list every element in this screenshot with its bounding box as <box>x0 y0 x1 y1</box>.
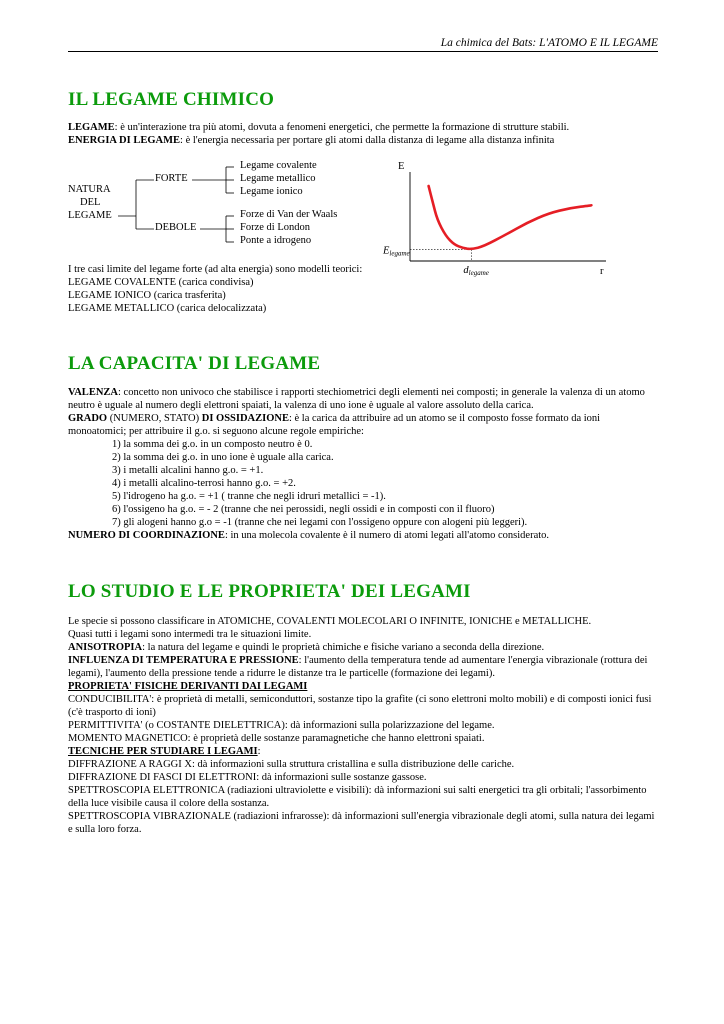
subheading-colon: : <box>257 746 261 757</box>
definition-text: : la natura del legame e quindi le proprietà chimiche e fisiche variano a seconda della direzione. <box>142 642 545 653</box>
page-header: La chimica del Bats: L'ATOMO E IL LEGAME <box>440 37 658 49</box>
subheading-text: TECNICHE PER STUDIARE I LEGAMI <box>68 746 258 757</box>
tree-node-debole: DEBOLE <box>155 222 197 233</box>
definition-legame <box>68 122 658 135</box>
definition-coordinazione <box>68 530 658 543</box>
property-item: PERMITTIVITA' (o COSTANTE DIELETTRICA): dà informazioni sulla polarizzazione del legame. <box>68 720 495 731</box>
rule-item: 2) la somma dei g.o. in uno ione è uguale alla carica. <box>112 452 334 463</box>
intro-line: Le specie si possono classificare in ATOMICHE, COVALENTI MOLECOLARI O INFINITE, IONICHE e METALLICHE. <box>68 616 592 627</box>
term: NUMERO DI COORDINAZIONE <box>68 530 225 541</box>
definition-text: : è la carica da attribuire ad un atomo se il composto fosse formato da ioni monoatomici; per attribuire il g.o. si seguono alcune regole empiriche: <box>68 413 601 437</box>
tree-leaf: Ponte a idrogeno <box>240 235 312 246</box>
definition-text: : è l'energia necessaria per portare gli atomi dalla distanza di legame alla distanza infinita <box>180 135 555 146</box>
subheading-proprieta <box>68 681 658 694</box>
rule-item: 6) l'ossigeno ha g.o. = - 2 (tranne che nei perossidi, negli ossidi e in composti con il fluoro) <box>112 504 495 515</box>
technique-item: DIFFRAZIONE DI FASCI DI ELETTRONI: dà informazioni sulle sostanze gassose. <box>68 772 427 783</box>
definition-text: : in una molecola covalente è il numero di atomi legati all'atomo considerato. <box>224 530 550 541</box>
rule-item: 3) i metalli alcalini hanno g.o. = +1. <box>112 465 264 476</box>
tree-connectors <box>68 158 378 254</box>
header-rule <box>68 51 658 52</box>
rule-item: 4) i metalli alcalino-terrosi hanno g.o. = +2. <box>112 478 296 489</box>
tree-leaf: Forze di London <box>240 222 310 233</box>
definition-text: : concetto non univoco che stabilisce i rapporti stechiometrici degli elementi nei composti; in generale la valenza di un atomo neutro è uguale al numero degli elettroni spaiati, la valenza di uno ione è uguale al valore assoluto della carica. <box>68 387 645 411</box>
tree-root-del: DEL <box>80 197 101 208</box>
limit-item: LEGAME COVALENTE (carica condivisa) <box>68 277 254 288</box>
tree-leaf: Legame ionico <box>240 186 303 197</box>
tree-leaf: Legame metallico <box>240 173 316 184</box>
technique-item: DIFFRAZIONE A RAGGI X: dà informazioni sulla struttura cristallina e sulla distribuzione delle cariche. <box>68 759 515 770</box>
section-heading-legame-chimico: IL LEGAME CHIMICO <box>68 89 275 110</box>
subheading-tecniche <box>68 746 658 759</box>
limit-item: LEGAME METALLICO (carica delocalizzata) <box>68 303 267 314</box>
y-axis-label: E <box>398 161 405 172</box>
term: DI OSSIDAZIONE <box>201 413 289 424</box>
term: GRADO <box>68 413 108 424</box>
limit-item: LEGAME IONICO (carica trasferita) <box>68 290 226 301</box>
limits-intro: I tre casi limite del legame forte (ad alta energia) sono modelli teorici: <box>68 264 363 275</box>
rule-item: 7) gli alogeni hanno g.o = -1 (tranne che nei legami con l'ossigeno oppure con alogeni più leggeri). <box>112 517 528 528</box>
technique-item: SPETTROSCOPIA ELETTRONICA (radiazioni ultraviolette e visibili): dà informazioni sui salti energetici tra gli orbitali; l'assorbimento della luce visibile causa il colore della sostanza. <box>68 785 647 809</box>
term: ENERGIA DI LEGAME <box>68 135 181 146</box>
tree-leaf: Legame covalente <box>240 160 317 171</box>
definition-temperatura <box>68 655 658 681</box>
tree-root-natura: NATURA <box>68 184 111 195</box>
term-middle: (NUMERO, STATO) <box>107 413 202 424</box>
rule-item: 5) l'idrogeno ha g.o. = +1 ( tranne che negli idruri metallici = -1). <box>112 491 386 502</box>
intro-line: Quasi tutti i legami sono intermedi tra le situazioni limite. <box>68 629 312 640</box>
energy-curve-series <box>429 186 592 249</box>
definition-text: : è un'interazione tra più atomi, dovuta a fenomeni energetici, che permette la formazione di strutture stabili. <box>114 122 570 133</box>
distance-marker-label: dlegame <box>463 265 489 277</box>
section-heading-studio: LO STUDIO E LE PROPRIETA' DEI LEGAMI <box>68 581 471 602</box>
definition-valenza <box>68 387 658 413</box>
term: INFLUENZA DI TEMPERATURA E PRESSIONE <box>68 655 299 666</box>
definition-anisotropia <box>68 642 658 655</box>
x-axis-label: r <box>600 266 604 277</box>
term: VALENZA <box>68 387 118 398</box>
definition-text: : l'aumento della temperatura tende ad aumentare l'energia vibrazionale (rottura dei legami), l'aumento della pressione tende a ridurre le distanze tra le particelle (formazione dei legami). <box>68 655 648 679</box>
bond-nature-tree <box>68 158 378 254</box>
rule-item: 1) la somma dei g.o. in un composto neutro è 0. <box>112 439 313 450</box>
term: LEGAME <box>68 122 115 133</box>
section-heading-capacita: LA CAPACITA' DI LEGAME <box>68 353 321 374</box>
tree-leaf: Forze di Van der Waals <box>240 209 338 220</box>
tree-node-forte: FORTE <box>155 173 188 184</box>
term: ANISOTROPIA <box>68 642 143 653</box>
subheading-text: PROPRIETA' FISICHE DERIVANTI DAI LEGAMI <box>68 681 308 692</box>
technique-item: SPETTROSCOPIA VIBRAZIONALE (radiazioni infrarosse): dà informazioni sull'energia vibrazionale degli atomi, sulla natura dei legami e sulla loro forza. <box>68 811 655 835</box>
property-item: MOMENTO MAGNETICO: è proprietà delle sostanze paramagnetiche che hanno elettroni spaiati. <box>68 733 485 744</box>
definition-grado <box>68 413 658 439</box>
tree-root-legame: LEGAME <box>68 210 112 221</box>
energy-marker-label: Elegame <box>383 245 410 258</box>
property-item: CONDUCIBILITA': è proprietà di metalli, semiconduttori, sostanze tipo la grafite (ci sono elettroni molto mobili) e di composti ionici fusi (c'è trasporto di ioni) <box>68 694 652 718</box>
definition-energia <box>68 135 658 148</box>
energy-curve-chart <box>380 156 620 280</box>
